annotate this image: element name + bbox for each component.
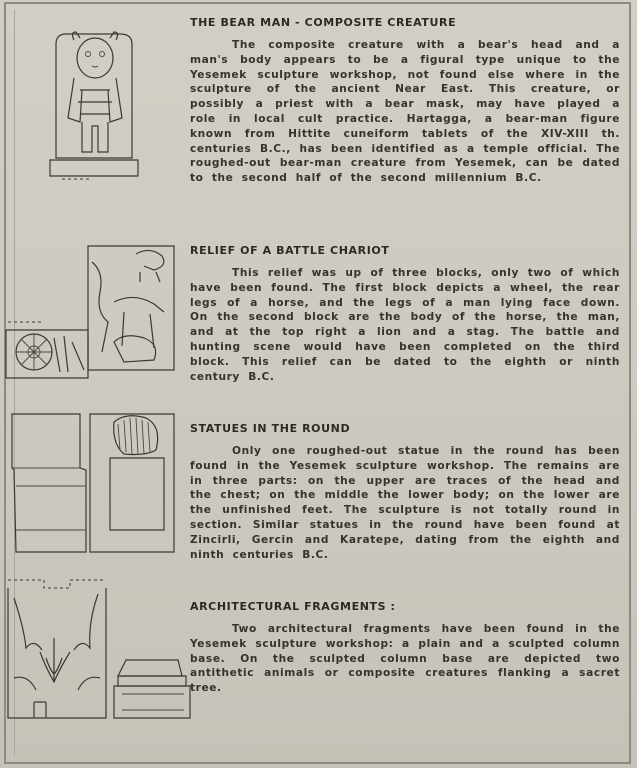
section-body: This relief was up of three blocks, only two of which have been found. The first block depicts a wheel, the rear legs of a horse, and the legs of a man lying face down. On the second block are the body of the horse, the man, and at the top right a lion and a stag. The battle and hunting scene would have been completed on the third block. This relief can be dated to the eighth or ninth century B.C.	[190, 267, 620, 383]
section-heading: THE BEAR MAN - COMPOSITE CREATURE	[190, 16, 457, 29]
section-heading: RELIEF OF A BATTLE CHARIOT	[190, 244, 390, 257]
section-body: Only one roughed-out statue in the round has been found in the Yesemek sculpture workshop. The remains are in three parts: on the upper are traces of the head and the chest; on the middle the lower body; on the lower are the unfinished feet. The sculpture is not totally round in section. Similar statues in the round have been found at Zincirli, Gercin and Karatepe, dating from the eighth and ninth centuries B.C.	[190, 445, 620, 561]
section-bear-man	[190, 16, 620, 186]
section-body: Two architectural fragments have been found in the Yesemek sculpture workshop: a plain and a sculpted column base. On the sculpted column base are depicted two antithetic animals or composite creatures flanking a sacret tree.	[190, 623, 620, 695]
architectural-fragments-drawing	[4, 578, 192, 724]
section-heading: ARCHITECTURAL FRAGMENTS :	[190, 600, 396, 613]
section-body: The composite creature with a bear's head and a man's body appears to be a figural type unique to the Yesemek sculpture workshop, not found else where in the sculpture of the ancient Near East. This creature, or possibly a priest with a bear mask, may have played a role in local cult practice. Hartagga, a bear-man figure known from Hittite cuneiform tablets of the XIV-XIII th. centuries B.C., has been identified as a temple official. The roughed-out bear-man creature from Yesemek, can be dated to the second half of the second millennium B.C.	[190, 39, 620, 185]
section-statues	[190, 422, 620, 562]
section-architectural	[190, 600, 620, 696]
statue-in-round-drawing	[6, 410, 184, 558]
battle-chariot-drawing	[4, 242, 176, 382]
section-heading: STATUES IN THE ROUND	[190, 422, 351, 435]
section-battle-chariot	[190, 244, 620, 384]
bear-man-drawing	[48, 30, 140, 182]
